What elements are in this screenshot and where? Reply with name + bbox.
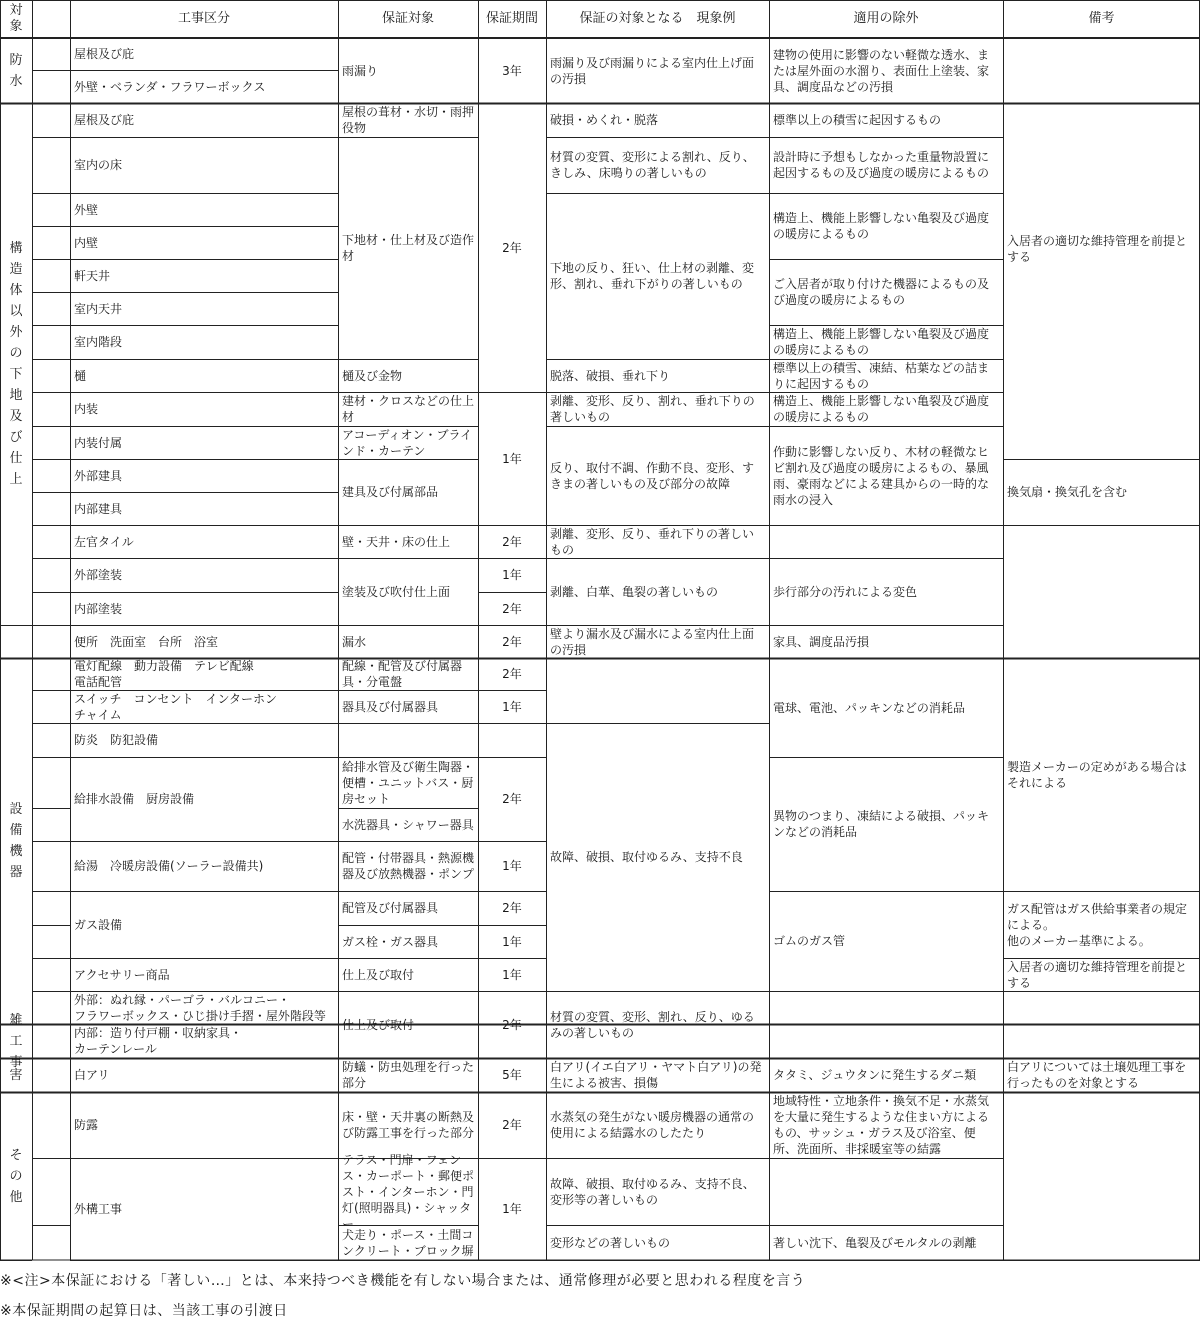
cell-kikan-k4 — [478, 525, 546, 558]
cell-kubun-r13 — [70, 459, 338, 492]
group-kozotai-text: 構造体以外の下地及び仕上 — [9, 241, 23, 487]
cell-gensho-g16-text: 変形などの著しいもの — [550, 1235, 671, 1250]
cell-jogai-j5-text: ご入居者が取り付けた機器によるもの及び過度の暖房によるもの — [773, 277, 990, 307]
cell-taisho-t16 — [338, 891, 478, 925]
cell-kubun-r18-text: 便所 洗面室 台所 浴室 — [74, 634, 219, 649]
cell-kubun-r16 — [70, 558, 338, 592]
cell-kikan-k8 — [478, 658, 546, 690]
cell-taisho-t2 — [338, 103, 478, 137]
cell-kubun-r26a-text: 外部：ぬれ縁・パーゴラ・バルコニー・ フラワーボックス・ひじ掛け手摺・屋外階段等 — [74, 992, 326, 1023]
cell-taisho-t20 — [338, 1058, 478, 1092]
cell-kubun-r7-text: 軒天井 — [74, 268, 111, 283]
cell-gensho-g4 — [546, 193, 769, 359]
cell-gensho-g2 — [546, 103, 769, 137]
cell-biko-b3-text: 製造メーカーの定めがある場合はそれによる — [1007, 759, 1187, 790]
cell-taisho-t23 — [338, 1225, 478, 1260]
cell-taisho-t13 — [338, 757, 478, 808]
cell-kubun-r15-text: 左官タイル — [74, 534, 134, 549]
cell-kikan-k17-text: 2年 — [502, 1118, 522, 1132]
cell-kikan-k6 — [478, 592, 546, 625]
cell-kikan-k9-text: 1年 — [502, 699, 522, 714]
cell-kubun-r13-text: 外部建具 — [74, 468, 123, 483]
cell-taisho-t4-text: 樋及び金物 — [342, 368, 403, 383]
cell-kubun-r2 — [70, 70, 338, 103]
cell-kubun-r27 — [70, 1058, 338, 1092]
cell-kikan-k6-text: 2年 — [502, 601, 522, 616]
cell-kikan-k5-text: 1年 — [502, 568, 522, 582]
cell-kubun-r20 — [70, 690, 338, 723]
cell-kubun-r3 — [70, 103, 338, 137]
cell-gensho-g13 — [546, 1058, 769, 1092]
cell-gensho-g11 — [546, 723, 769, 991]
group-sonota — [0, 1092, 32, 1260]
cell-jogai-j12 — [769, 658, 1003, 757]
cell-jogai-j16 — [769, 1092, 1003, 1158]
header-hosho-kikan-text: 保証期間 — [485, 11, 538, 26]
cell-gensho-g14-text: 水蒸気の発生がない暖房機器の通常の使用による結露水のしたたり — [550, 1110, 755, 1140]
cell-kubun-r11 — [70, 392, 338, 426]
group-zatsu — [0, 1012, 32, 1070]
cell-kubun-r22-text: 給排水設備 厨房設備 — [74, 792, 195, 806]
cell-taisho-t3 — [338, 137, 478, 359]
cell-kubun-r12-text: 内装付属 — [74, 435, 123, 450]
cell-kubun-r21 — [70, 723, 338, 757]
cell-taisho-t6-text: アコーディオン・ブラインド・カーテン — [342, 427, 473, 458]
cell-kubun-r8-text: 室内天井 — [74, 301, 123, 316]
cell-taisho-t14-text: 水洗器具・シャワー器具 — [342, 817, 474, 832]
cell-taisho-t17 — [338, 925, 478, 958]
cell-gensho-g3-text: 材質の変質、変形による割れ、反り、きしみ、床鳴りの著しいもの — [550, 150, 755, 180]
header-jogai — [769, 0, 1003, 38]
cell-kikan-k11 — [478, 841, 546, 891]
cell-kubun-r19-text: 電灯配線 動力設備 テレビ配線 電話配管 — [74, 659, 254, 689]
cell-jogai-j3 — [769, 137, 1003, 193]
header-hosho-taisho — [338, 0, 478, 38]
cell-gensho-g11-text: 故障、破損、取付ゆるみ、支持不良 — [550, 850, 743, 864]
cell-gensho-g15 — [546, 1158, 769, 1225]
cell-jogai-j9-text: 作動に影響しない反り、木材の軽微なヒビ割れ及び過度の暖房によるもの、暴風雨、豪雨などによる建具からの一時的な雨水の浸入 — [773, 444, 990, 507]
cell-jogai-j4-text: 構造上、機能上影響しない亀裂及び過度の暖房によるもの — [773, 211, 990, 241]
cell-kubun-r22 — [70, 757, 338, 841]
header-biko — [1003, 0, 1200, 38]
cell-kubun-r8 — [70, 292, 338, 325]
cell-taisho-t21 — [338, 1092, 478, 1158]
cell-kubun-r26b — [70, 1024, 338, 1058]
cell-gensho-g6 — [546, 392, 769, 426]
cell-kikan-k3 — [478, 392, 546, 525]
footnote-start-date: ※本保証期間の起算日は、当該工事の引渡日 — [0, 1303, 288, 1319]
cell-taisho-t11 — [338, 658, 478, 690]
cell-taisho-t10 — [338, 625, 478, 658]
cell-kikan-k3-text: 1年 — [502, 451, 522, 466]
cell-taisho-t19-text: 仕上及び取付 — [342, 1017, 415, 1032]
cell-kubun-r3-text: 屋根及び庇 — [74, 113, 135, 127]
cell-kubun-r17 — [70, 592, 338, 625]
cell-gensho-g6-text: 剥離、変形、反り、割れ、垂れ下りの著しいもの — [550, 394, 755, 424]
cell-gensho-g7-text: 反り、取付不調、作動不良、変形、すきまの著しいもの及び部分の故障 — [550, 460, 755, 491]
cell-kikan-k14 — [478, 958, 546, 991]
cell-jogai-j6 — [769, 325, 1003, 359]
cell-kikan-k13-text: 1年 — [502, 934, 522, 949]
cell-jogai-j7 — [769, 359, 1003, 392]
cell-gensho-g5 — [546, 359, 769, 392]
group-sonota-text: その他 — [9, 1147, 23, 1205]
header-koji-kubun — [70, 0, 338, 38]
cell-kubun-r4-text: 室内の床 — [74, 158, 123, 172]
footnote-definition: ※<注>本保証における「著しい…」とは、本来持つべき機能を有しない場合または、通常修理が必要と思われる程度を言う — [0, 1273, 806, 1289]
cell-jogai-j15-text: タタミ、ジュウタンに発生するダニ類 — [773, 1068, 977, 1082]
cell-kikan-k16 — [478, 1058, 546, 1092]
cell-kubun-r6 — [70, 226, 338, 259]
cell-kubun-r28-text: 防露 — [74, 1118, 99, 1132]
cell-kubun-r26b-text: 内部：造り付戸棚・収納家具・ カーテンレール — [74, 1026, 243, 1056]
group-bousui — [0, 38, 32, 103]
cell-taisho-t17-text: ガス栓・ガス器具 — [342, 934, 439, 949]
cell-kikan-k16-text: 5年 — [502, 1068, 522, 1082]
cell-biko-b5 — [1003, 958, 1200, 991]
header-jogai-text: 適用の除外 — [853, 11, 919, 26]
cell-taisho-t2-text: 屋根の葺材・水切・雨押役物 — [342, 105, 475, 135]
cell-biko-b5-text: 入居者の適切な維持管理を前提とする — [1007, 959, 1188, 990]
cell-jogai-j10-text: 歩行部分の汚れによる変色 — [773, 584, 918, 599]
cell-jogai-j2-text: 標準以上の積雪に起因するもの — [773, 113, 942, 127]
cell-jogai-j13 — [769, 757, 1003, 891]
cell-kubun-r7 — [70, 259, 338, 292]
cell-jogai-j7-text: 標準以上の積雪、凍結、枯葉などの詰まりに起因するもの — [773, 360, 990, 391]
cell-kubun-r10-text: 樋 — [74, 368, 87, 383]
cell-biko-b1-text: 入居者の適切な維持管理を前提とする — [1007, 233, 1188, 264]
cell-gensho-g10-text: 壁より漏水及び漏水による室内仕上面の汚損 — [550, 626, 755, 657]
cell-biko-b4-text: ガス配管はガス供給事業者の規定による。 他のメーカー基準による。 — [1007, 901, 1188, 948]
cell-kubun-r1-text: 屋根及び庇 — [74, 47, 135, 61]
cell-gensho-g9 — [546, 558, 769, 625]
cell-taisho-t20-text: 防蟻・防虫処理を行った部分 — [342, 1060, 475, 1090]
cell-gensho-g7 — [546, 426, 769, 525]
cell-jogai-j5 — [769, 259, 1003, 325]
cell-kubun-r17-text: 内部塗装 — [74, 601, 123, 616]
cell-kubun-r2-text: 外壁・ベランダ・フラワーボックス — [74, 79, 266, 94]
header-hosho-kikan — [478, 0, 546, 38]
cell-kubun-r1 — [70, 38, 338, 70]
cell-kubun-r24 — [70, 891, 338, 958]
cell-kikan-k1 — [478, 38, 546, 103]
group-gai-text: 害 — [9, 1067, 23, 1083]
cell-kubun-r9-text: 室内階段 — [74, 335, 123, 349]
cell-jogai-j11 — [769, 625, 1003, 658]
cell-kikan-k1-text: 3年 — [502, 63, 522, 78]
header-gensho-text: 保証の対象となる 現象例 — [579, 11, 736, 26]
cell-kikan-k4-text: 2年 — [502, 534, 522, 549]
cell-kubun-r24-text: ガス設備 — [74, 917, 123, 932]
cell-kikan-k15-text: 2年 — [502, 1017, 522, 1032]
cell-biko-b4 — [1003, 891, 1200, 958]
cell-biko-b1 — [1003, 38, 1200, 459]
cell-kubun-r28 — [70, 1092, 338, 1158]
cell-taisho-t8-text: 壁・天井・床の仕上 — [342, 534, 451, 549]
cell-jogai-j1 — [769, 38, 1003, 103]
cell-biko-b2-text: 換気扇・換気孔を含む — [1007, 485, 1128, 499]
cell-gensho-g12 — [546, 991, 769, 1058]
cell-biko-b6-text: 白アリについては土壌処理工事を行ったものを対象とする — [1007, 1060, 1187, 1090]
cell-jogai-j3-text: 設計時に予想もしなかった重量物設置に起因するもの及び過度の暖房によるもの — [773, 150, 990, 180]
cell-kikan-k18-text: 1年 — [502, 1202, 522, 1216]
cell-taisho-t4 — [338, 359, 478, 392]
group-bousui-text: 防水 — [9, 52, 23, 89]
cell-kikan-k15 — [478, 991, 546, 1058]
cell-taisho-t21-text: 床・壁・天井裏の断熱及び防露工事を行った部分 — [342, 1110, 475, 1140]
header-hosho-taisho-text: 保証対象 — [381, 11, 434, 26]
cell-kikan-k17 — [478, 1092, 546, 1158]
cell-kubun-r25-text: アクセサリー商品 — [74, 967, 170, 982]
cell-jogai-j14-text: ゴムのガス管 — [773, 934, 846, 948]
cell-kikan-k8-text: 2年 — [502, 667, 522, 681]
cell-taisho-t7-text: 建具及び付属部品 — [342, 485, 439, 499]
cell-jogai-j6-text: 構造上、機能上影響しない亀裂及び過度の暖房によるもの — [773, 327, 990, 357]
cell-jogai-j8 — [769, 392, 1003, 426]
cell-gensho-g5-text: 脱落、破損、垂れ下り — [550, 368, 671, 383]
group-setsubi — [0, 658, 32, 1024]
group-setsubi-text: 設備機器 — [9, 802, 23, 880]
cell-gensho-g1-text: 雨漏り及び雨漏りによる室内仕上げ面の汚損 — [550, 55, 755, 86]
cell-kubun-r5 — [70, 193, 338, 226]
cell-kubun-r12 — [70, 426, 338, 459]
cell-biko-b3 — [1003, 658, 1200, 891]
cell-kubun-r5-text: 外壁 — [74, 202, 99, 217]
cell-kubun-r26a — [70, 991, 338, 1024]
cell-taisho-t3-text: 下地材・仕上材及び造作材 — [342, 233, 475, 263]
cell-gensho-g2-text: 破損・めくれ・脱落 — [550, 113, 659, 127]
cell-taisho-t14 — [338, 808, 478, 841]
cell-kubun-r29 — [70, 1158, 338, 1260]
cell-kubun-r23-text: 給湯 冷暖房設備(ソーラー設備共) — [74, 859, 264, 873]
cell-taisho-t1-text: 雨漏り — [342, 63, 379, 78]
cell-kubun-r19 — [70, 658, 338, 690]
cell-gensho-g12-text: 材質の変質、変形、割れ、反り、ゆるみの著しいもの — [550, 1009, 755, 1040]
cell-gensho-g9-text: 剥離、白華、亀裂の著しいもの — [550, 584, 719, 599]
cell-jogai-j1-text: 建物の使用に影響のない軽微な透水、または屋外面の水溜り、表面仕上塗装、家具、調度品などの汚損 — [773, 47, 990, 94]
cell-taisho-t1 — [338, 38, 478, 103]
cell-taisho-t15 — [338, 841, 478, 891]
cell-biko-b6 — [1003, 1058, 1200, 1092]
cell-jogai-j12-text: 電球、電池、パッキンなどの消耗品 — [773, 700, 965, 715]
cell-kikan-k12-text: 2年 — [502, 901, 522, 915]
cell-taisho-t12-text: 器具及び付属器具 — [342, 699, 439, 714]
header-gensho — [546, 0, 769, 38]
cell-kubun-r25 — [70, 958, 338, 991]
cell-taisho-t5-text: 建材・クロスなどの仕上材 — [342, 394, 475, 424]
cell-kikan-k10-text: 2年 — [502, 792, 522, 806]
cell-jogai-j4 — [769, 193, 1003, 259]
cell-kubun-r27-text: 白アリ — [74, 1068, 110, 1082]
header-koji-kubun-text: 工事区分 — [177, 11, 230, 26]
cell-kikan-k11-text: 1年 — [502, 859, 522, 873]
cell-kikan-k13 — [478, 925, 546, 958]
cell-taisho-t23-text: 犬走り・ポース・土間コンクリート・ブロック塀 — [342, 1227, 474, 1258]
cell-taisho-t6 — [338, 426, 478, 459]
cell-kikan-k7-text: 2年 — [502, 634, 522, 649]
cell-taisho-t12 — [338, 690, 478, 723]
cell-kubun-r9 — [70, 325, 338, 359]
cell-kubun-r14 — [70, 492, 338, 525]
cell-kubun-r6-text: 内壁 — [74, 235, 99, 250]
cell-jogai-j11-text: 家具、調度品汚損 — [773, 634, 870, 649]
cell-kubun-r4 — [70, 137, 338, 193]
header-taisho-text: 対象 — [9, 3, 23, 34]
cell-kubun-r18 — [70, 625, 338, 658]
cell-kubun-r11-text: 内装 — [74, 402, 99, 416]
cell-kubun-r16-text: 外部塗装 — [74, 568, 123, 582]
cell-gensho-g8-text: 剥離、変形、反り、垂れ下りの著しいもの — [550, 526, 755, 557]
cell-kubun-r23 — [70, 841, 338, 891]
group-gai — [0, 1058, 32, 1092]
cell-kikan-k12 — [478, 891, 546, 925]
cell-gensho-g4-text: 下地の反り、狂い、仕上材の剥離、変形、割れ、垂れ下がりの著しいもの — [550, 261, 755, 291]
cell-jogai-j9 — [769, 426, 1003, 525]
cell-taisho-t18-text: 仕上及び取付 — [342, 967, 415, 982]
cell-taisho-t10-text: 漏水 — [342, 634, 367, 649]
cell-kubun-r20-text: スイッチ コンセント インターホン チャイム — [74, 691, 278, 722]
cell-kubun-r29-text: 外構工事 — [74, 1202, 123, 1216]
cell-kubun-r15 — [70, 525, 338, 558]
cell-gensho-g13-text: 白アリ(イエ白アリ・ヤマト白アリ)の発生による被害、損傷 — [550, 1060, 762, 1090]
cell-biko-b2 — [1003, 459, 1200, 525]
cell-taisho-t19 — [338, 991, 478, 1058]
header-biko-text: 備考 — [1088, 11, 1115, 26]
cell-jogai-j8-text: 構造上、機能上影響しない亀裂及び過度の暖房によるもの — [773, 394, 990, 424]
header-taisho — [0, 0, 32, 38]
cell-gensho-g10 — [546, 625, 769, 658]
cell-gensho-g1 — [546, 38, 769, 103]
cell-kikan-k10 — [478, 757, 546, 841]
cell-jogai-j2 — [769, 103, 1003, 137]
cell-taisho-t9 — [338, 558, 478, 625]
cell-jogai-j13-text: 異物のつまり、凍結による破損、パッキンなどの消耗品 — [773, 809, 990, 839]
cell-taisho-t7 — [338, 459, 478, 525]
cell-jogai-j17-text: 著しい沈下、亀裂及びモルタルの剥離 — [773, 1235, 977, 1250]
cell-kikan-k9 — [478, 690, 546, 723]
cell-taisho-t5 — [338, 392, 478, 426]
cell-kikan-k5 — [478, 558, 546, 592]
cell-taisho-t11-text: 配線・配管及び付属器具・分電盤 — [342, 659, 463, 689]
group-kozotai — [0, 103, 32, 625]
cell-taisho-t13-text: 給排水管及び衛生陶器・便槽・ユニットバス・厨房セット — [342, 759, 475, 806]
cell-gensho-g3 — [546, 137, 769, 193]
cell-gensho-g15-text: 故障、破損、取付ゆるみ、支持不良、変形等の著しいもの — [550, 1176, 755, 1207]
cell-kikan-k2 — [478, 103, 546, 392]
cell-kikan-k18 — [478, 1158, 546, 1260]
cell-kubun-r10 — [70, 359, 338, 392]
cell-gensho-g8 — [546, 525, 769, 558]
cell-kikan-k7 — [478, 625, 546, 658]
cell-taisho-t8 — [338, 525, 478, 558]
cell-taisho-t9-text: 塗装及び吹付仕上面 — [342, 584, 451, 599]
cell-jogai-j14 — [769, 891, 1003, 991]
cell-kikan-k2-text: 2年 — [502, 240, 522, 255]
cell-jogai-j16-text: 地域特性・立地条件・換気不足・水蒸気を大量に発生するような住まい方によるもの、サッシュ・ガラス及び浴室、便所、洗面所、非採暖室等の結露 — [773, 1094, 990, 1156]
cell-jogai-j17 — [769, 1225, 1003, 1260]
cell-kubun-r21-text: 防炎 防犯設備 — [74, 733, 159, 747]
cell-gensho-g16 — [546, 1225, 769, 1260]
cell-taisho-t18 — [338, 958, 478, 991]
cell-taisho-t22-text: テラス・門扉・フェンス・カーポート・郵便ポスト・インターホン・門灯(照明器具)・シャッター — [342, 1152, 475, 1231]
cell-taisho-t15-text: 配管・付帯器具・熱源機器及び放熱機器・ポンプ — [342, 851, 475, 881]
cell-jogai-j15 — [769, 1058, 1003, 1092]
cell-taisho-t22 — [338, 1152, 478, 1231]
cell-kubun-r14-text: 内部建具 — [74, 501, 123, 516]
cell-gensho-g14 — [546, 1092, 769, 1158]
cell-taisho-t16-text: 配管及び付属器具 — [342, 901, 439, 915]
cell-kikan-k14-text: 1年 — [502, 967, 522, 982]
group-zatsu-text: 雑工事 — [9, 1012, 23, 1070]
cell-jogai-j10 — [769, 558, 1003, 625]
